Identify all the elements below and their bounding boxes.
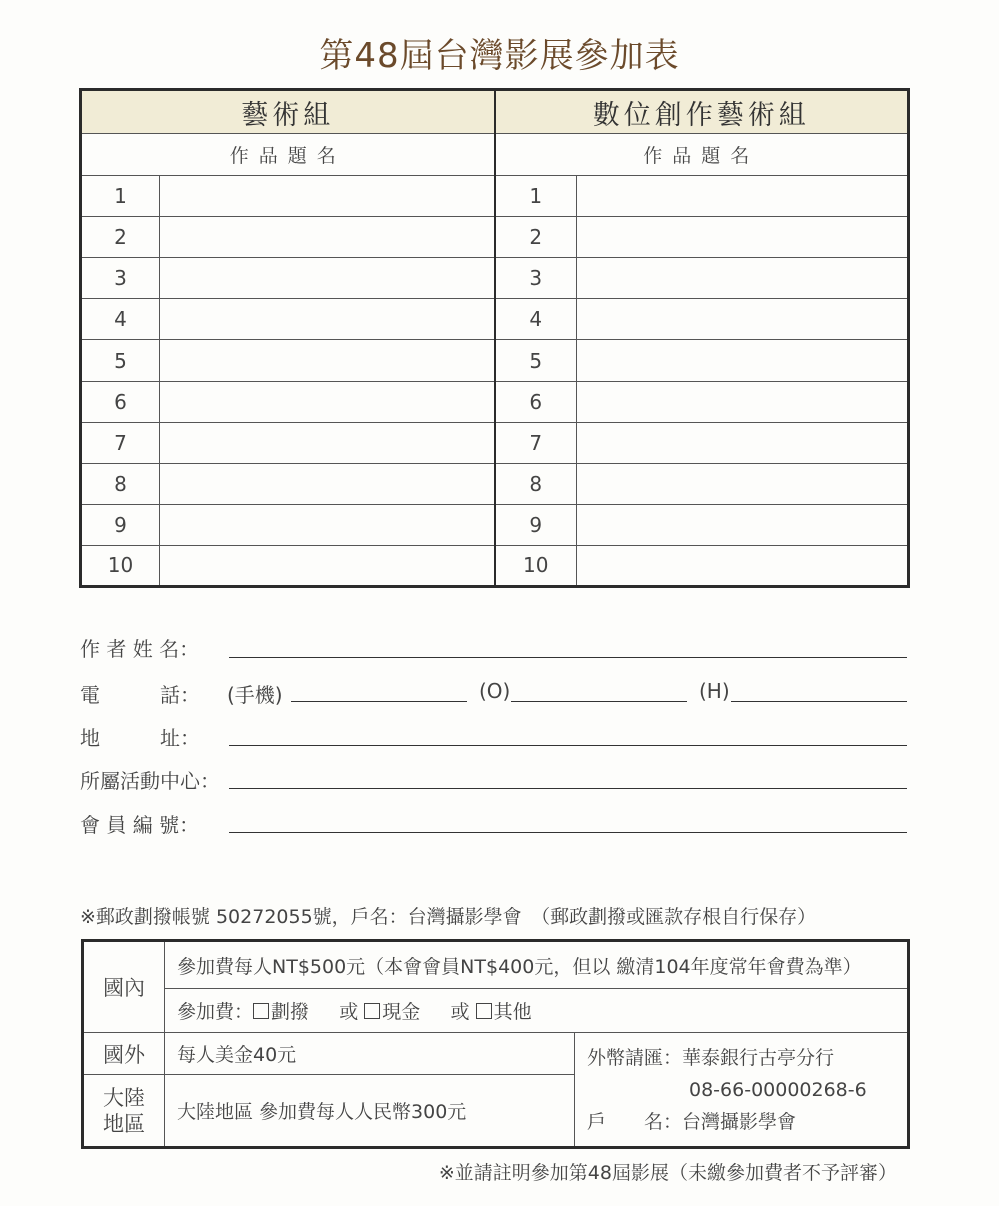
other-label: 其他 — [493, 1001, 532, 1023]
phone-home-label: (H) — [699, 679, 730, 703]
remittance-info — [575, 1033, 909, 1148]
digital-row-number: 3 — [495, 258, 577, 299]
club-field[interactable] — [229, 788, 907, 789]
phone-label: 電 話： — [80, 683, 200, 707]
remittance-holder: 戶 名：台灣攝影學會 — [587, 1110, 797, 1133]
art-title-input[interactable] — [160, 176, 495, 217]
digital-title-input[interactable] — [577, 504, 909, 545]
art-row-number: 2 — [81, 217, 160, 258]
digital-row-number: 4 — [495, 299, 577, 340]
phone-home-field[interactable] — [731, 701, 907, 702]
art-title-input[interactable] — [160, 258, 495, 299]
art-row-number: 10 — [81, 545, 160, 586]
remittance-account: 08-66-00000268-6 — [689, 1078, 867, 1101]
digital-title-input[interactable] — [577, 381, 909, 422]
fee-table — [81, 939, 910, 1149]
digital-title-input[interactable] — [577, 299, 909, 340]
postal-account-note: ※郵政劃撥帳號 50272055號，戶名：台灣攝影學會 （郵政劃撥或匯款存根自行保存） — [80, 906, 817, 928]
club-label: 所屬活動中心： — [80, 769, 220, 793]
entry-row — [81, 545, 909, 586]
entry-row — [81, 504, 909, 545]
digital-title-input[interactable] — [577, 258, 909, 299]
author-field[interactable] — [229, 657, 907, 658]
art-title-input[interactable] — [160, 299, 495, 340]
remittance-bank: 外幣請匯：華泰銀行古亭分行 — [587, 1046, 835, 1069]
art-row-number: 1 — [81, 176, 160, 217]
art-title-input[interactable] — [160, 504, 495, 545]
entry-table — [79, 88, 910, 588]
entry-row — [81, 217, 909, 258]
art-title-input[interactable] — [160, 545, 495, 586]
digital-row-number: 1 — [495, 176, 577, 217]
foreign-fee: 每人美金40元 — [165, 1033, 575, 1075]
digital-row-number: 8 — [495, 463, 577, 504]
digital-column-header: 作品題名 — [495, 134, 909, 176]
digital-row-number: 2 — [495, 217, 577, 258]
digital-title-input[interactable] — [577, 176, 909, 217]
art-row-number: 6 — [81, 381, 160, 422]
art-title-input[interactable] — [160, 340, 495, 381]
digital-row-number: 5 — [495, 340, 577, 381]
form-title: 第48屆台灣影展參加表 — [319, 36, 680, 76]
digital-row-number: 10 — [495, 545, 577, 586]
mainland-label-line1: 大陸 — [103, 1085, 145, 1110]
entry-row — [81, 422, 909, 463]
or-label: 或 — [339, 1001, 359, 1023]
entry-row — [81, 463, 909, 504]
payment-method-label: 參加費： — [177, 1001, 254, 1023]
art-row-number: 8 — [81, 463, 160, 504]
payment-method-row — [165, 989, 909, 1033]
art-group-header: 藝術組 — [81, 90, 495, 134]
digital-group-header: 數位創作藝術組 — [495, 90, 909, 134]
digital-row-number: 6 — [495, 381, 577, 422]
entry-row — [81, 381, 909, 422]
entry-row — [81, 299, 909, 340]
phone-office-label: (O) — [479, 679, 511, 703]
art-title-input[interactable] — [160, 381, 495, 422]
mainland-label — [83, 1075, 165, 1148]
address-label: 地 址： — [80, 726, 200, 750]
foreign-label: 國外 — [83, 1033, 165, 1075]
digital-title-input[interactable] — [577, 340, 909, 381]
cash-checkbox[interactable] — [364, 1003, 380, 1019]
postal-transfer-label: 劃撥 — [271, 1001, 310, 1023]
member-no-label: 會 員 編 號： — [80, 813, 200, 837]
art-row-number: 5 — [81, 340, 160, 381]
entry-row — [81, 340, 909, 381]
art-row-number: 9 — [81, 504, 160, 545]
digital-title-input[interactable] — [577, 217, 909, 258]
mainland-fee: 大陸地區 參加費每人人民幣300元 — [165, 1075, 575, 1148]
footnote: ※並請註明參加第48屆影展（未繳參加費者不予評審） — [438, 1162, 897, 1184]
cash-label: 現金 — [382, 1001, 421, 1023]
domestic-fee: 參加費每人NT$500元（本會會員NT$400元，但以 繳清104年度常年會費為準） — [165, 941, 909, 989]
or-label: 或 — [450, 1001, 470, 1023]
digital-title-input[interactable] — [577, 545, 909, 586]
domestic-label: 國內 — [83, 941, 165, 1033]
art-column-header: 作品題名 — [81, 134, 495, 176]
art-row-number: 4 — [81, 299, 160, 340]
digital-row-number: 9 — [495, 504, 577, 545]
phone-office-field[interactable] — [511, 701, 687, 702]
postal-transfer-checkbox[interactable] — [253, 1003, 269, 1019]
entry-row — [81, 258, 909, 299]
phone-mobile-field[interactable] — [291, 701, 467, 702]
phone-mobile-label: (手機) — [227, 683, 283, 707]
art-row-number: 3 — [81, 258, 160, 299]
digital-title-input[interactable] — [577, 422, 909, 463]
art-title-input[interactable] — [160, 463, 495, 504]
mainland-label-line2: 地區 — [103, 1111, 145, 1136]
digital-title-input[interactable] — [577, 463, 909, 504]
other-checkbox[interactable] — [476, 1003, 492, 1019]
art-title-input[interactable] — [160, 217, 495, 258]
digital-row-number: 7 — [495, 422, 577, 463]
author-label: 作 者 姓 名： — [80, 637, 200, 661]
art-row-number: 7 — [81, 422, 160, 463]
member-no-field[interactable] — [229, 832, 907, 833]
address-field[interactable] — [229, 745, 907, 746]
art-title-input[interactable] — [160, 422, 495, 463]
entry-row — [81, 176, 909, 217]
